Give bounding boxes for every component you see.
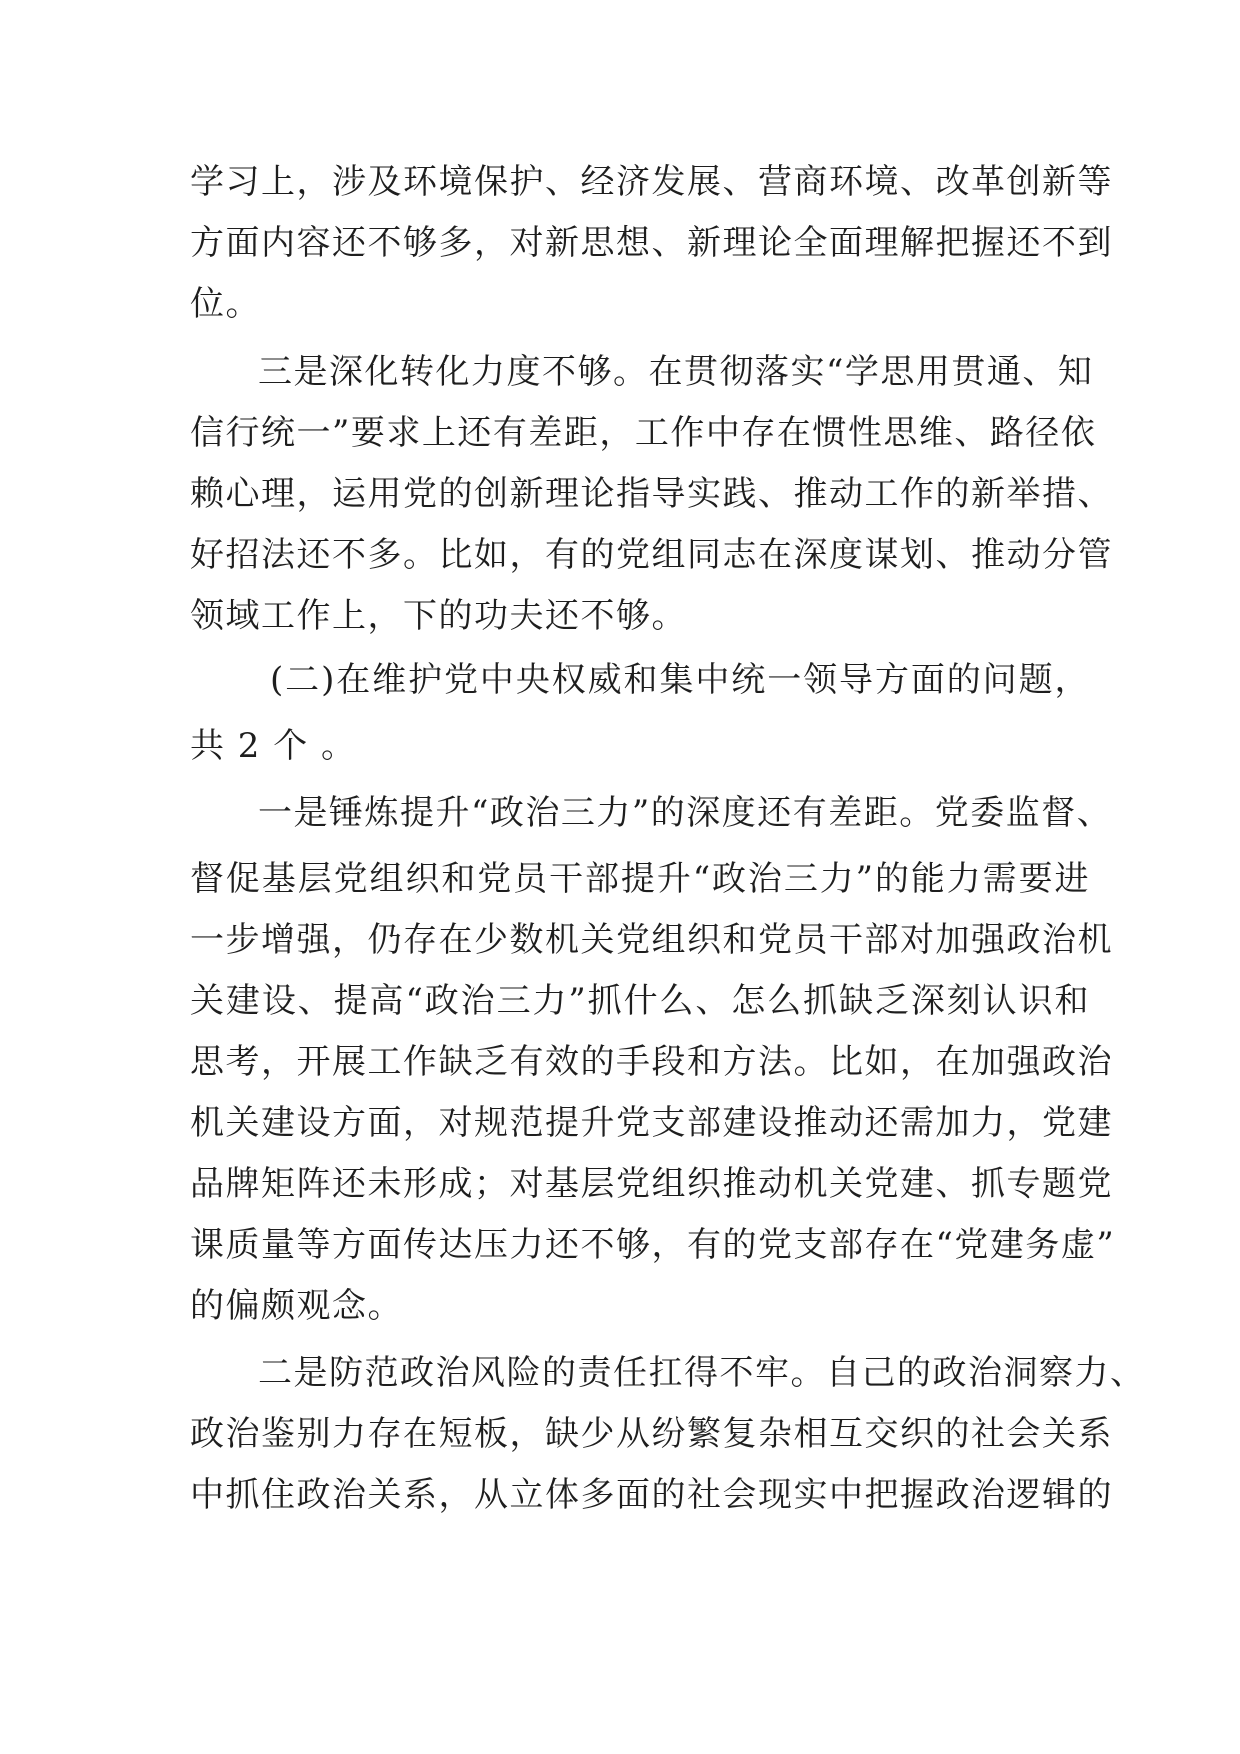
text-line: 政治鉴别力存在短板，缺少从纷繁复杂相互交织的社会关系 (190, 1414, 1113, 1454)
text-line: 品牌矩阵还未形成；对基层党组织推动机关党建、抓专题党 (190, 1164, 1113, 1204)
text-line: 机关建设方面，对规范提升党支部建设推动还需加力，党建 (190, 1103, 1113, 1143)
text-line: 赖心理，运用党的创新理论指导实践、推动工作的新举措、 (190, 474, 1113, 514)
text-line: 关建设、提高“政治三力”抓什么、怎么抓缺乏深刻认识和 (190, 981, 1090, 1021)
text-line: 中抓住政治关系，从立体多面的社会现实中把握政治逻辑的 (190, 1475, 1113, 1515)
text-line: 督促基层党组织和党员干部提升“政治三力”的能力需要进 (190, 859, 1090, 899)
paragraph-first-line: 一是锤炼提升“政治三力”的深度还有差距。党委监督、 (258, 793, 1113, 833)
text-line: 位。 (190, 284, 261, 324)
text-line: 好招法还不多。比如，有的党组同志在深度谋划、推动分管 (190, 535, 1113, 575)
text-line: 一步增强，仍存在少数机关党组织和党员干部对加强政治机 (190, 920, 1113, 960)
text-line: 的偏颇观念。 (190, 1286, 403, 1326)
paragraph-first-line: 三是深化转化力度不够。在贯彻落实“学思用贯通、知 (258, 352, 1094, 392)
paragraph-first-line: 二是防范政治风险的责任扛得不牢。自己的政治洞察力、 (258, 1353, 1146, 1393)
text-line: 学习上，涉及环境保护、经济发展、营商环境、改革创新等 (190, 162, 1113, 202)
text-line: 信行统一”要求上还有差距，工作中存在惯性思维、路径依 (190, 413, 1097, 453)
section-heading-continued: 共 2 个 。 (190, 726, 357, 766)
text-line: 方面内容还不够多，对新思想、新理论全面理解把握还不到 (190, 223, 1113, 263)
text-line: 思考，开展工作缺乏有效的手段和方法。比如，在加强政治 (190, 1042, 1113, 1082)
section-heading: (二)在维护党中央权威和集中统一领导方面的问题， (270, 660, 1090, 700)
text-line: 课质量等方面传达压力还不够，有的党支部存在“党建务虚” (190, 1225, 1116, 1265)
text-line: 领域工作上，下的功夫还不够。 (190, 596, 687, 636)
